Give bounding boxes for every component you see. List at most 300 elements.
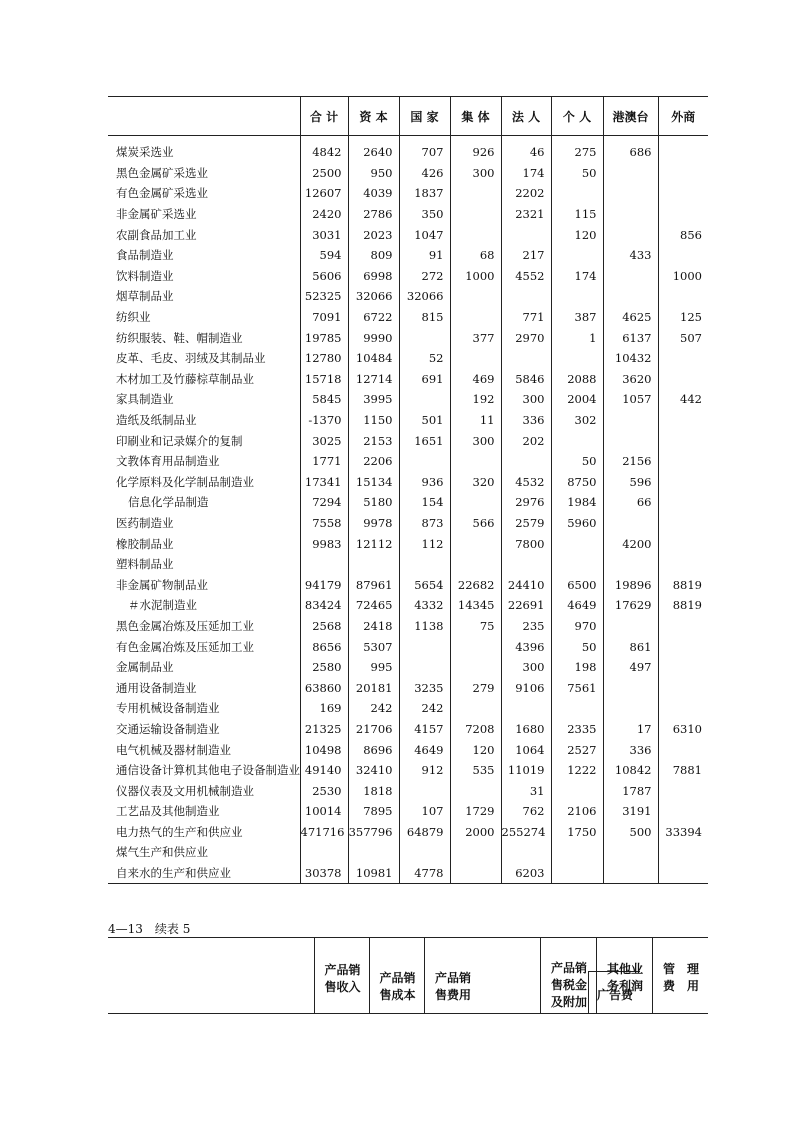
value-cell — [551, 245, 603, 266]
value-cell: 4625 — [603, 307, 658, 328]
value-cell — [551, 863, 603, 884]
table-row — [108, 574, 708, 595]
value-cell: 5960 — [551, 513, 603, 534]
value-cell — [603, 163, 658, 184]
value-cell: 2088 — [551, 369, 603, 390]
value-cell — [658, 492, 708, 513]
value-cell: 4157 — [399, 719, 450, 740]
header-sales-tax — [540, 938, 597, 1013]
value-cell: 426 — [399, 163, 450, 184]
table-row — [108, 636, 708, 657]
table-row — [108, 739, 708, 760]
value-cell: 9990 — [348, 327, 399, 348]
industry-name: 通信设备计算机其他电子设备制造业 — [116, 763, 300, 778]
value-cell: 6137 — [603, 327, 658, 348]
value-cell: 169 — [300, 698, 348, 719]
industry-name: 专用机械设备制造业 — [116, 701, 220, 716]
industry-name: 皮革、毛皮、羽绒及其制品业 — [116, 351, 266, 366]
table-row — [108, 136, 708, 163]
value-cell: 33394 — [658, 822, 708, 843]
value-cell — [399, 554, 450, 575]
value-cell: 594 — [300, 245, 348, 266]
value-cell: 10014 — [300, 801, 348, 822]
value-cell — [658, 183, 708, 204]
value-cell: 912 — [399, 760, 450, 781]
table-row — [108, 389, 708, 410]
value-cell: 2568 — [300, 616, 348, 637]
value-cell: 433 — [603, 245, 658, 266]
value-cell: 255274 — [501, 822, 551, 843]
value-cell — [450, 307, 501, 328]
value-cell — [658, 513, 708, 534]
value-cell: 107 — [399, 801, 450, 822]
value-cell — [399, 327, 450, 348]
value-cell: 17629 — [603, 595, 658, 616]
table-row — [108, 677, 708, 698]
value-cell: 7800 — [501, 533, 551, 554]
value-cell — [501, 554, 551, 575]
value-cell: 2004 — [551, 389, 603, 410]
value-cell — [658, 616, 708, 637]
header-capital: 资 本 — [348, 97, 399, 136]
value-cell — [501, 842, 551, 863]
value-cell: 2527 — [551, 739, 603, 760]
value-cell: 235 — [501, 616, 551, 637]
value-cell: 3191 — [603, 801, 658, 822]
value-cell: 6722 — [348, 307, 399, 328]
value-cell: 1138 — [399, 616, 450, 637]
value-cell: 87961 — [348, 574, 399, 595]
value-cell — [450, 842, 501, 863]
value-cell — [450, 533, 501, 554]
value-cell: 8819 — [658, 574, 708, 595]
value-cell: 300 — [501, 657, 551, 678]
value-cell: 926 — [450, 136, 501, 163]
value-cell — [658, 245, 708, 266]
value-cell — [658, 430, 708, 451]
value-cell — [551, 698, 603, 719]
header-foreign: 外商 — [658, 97, 708, 136]
value-cell: 535 — [450, 760, 501, 781]
value-cell: 6998 — [348, 266, 399, 287]
industry-name: 黑色金属冶炼及压延加工业 — [116, 618, 254, 633]
header-line: 管 理 — [662, 962, 699, 976]
value-cell: 1057 — [603, 389, 658, 410]
table-row — [108, 245, 708, 266]
value-cell: 20181 — [348, 677, 399, 698]
industry-name: 烟草制品业 — [116, 289, 174, 304]
value-cell — [603, 616, 658, 637]
value-cell: 302 — [551, 410, 603, 431]
header-line: 售成本 — [379, 988, 416, 1002]
industry-name: 纺织业 — [116, 310, 151, 325]
value-cell: 11 — [450, 410, 501, 431]
value-cell: 2000 — [450, 822, 501, 843]
table-header-row — [108, 97, 708, 136]
value-cell: 7881 — [658, 760, 708, 781]
header-line: 广告费 — [596, 988, 633, 1002]
value-cell: 6310 — [658, 719, 708, 740]
value-cell: 1729 — [450, 801, 501, 822]
value-cell: 2579 — [501, 513, 551, 534]
table-row — [108, 348, 708, 369]
value-cell — [658, 657, 708, 678]
value-cell — [658, 136, 708, 163]
value-cell: 1651 — [399, 430, 450, 451]
header-line: 及附加 — [550, 995, 587, 1009]
value-cell — [450, 451, 501, 472]
industry-name: 黑色金属矿采选业 — [116, 165, 208, 180]
industry-name: 交通运输设备制造业 — [116, 721, 220, 736]
value-cell: 2580 — [300, 657, 348, 678]
value-cell: 21706 — [348, 719, 399, 740]
value-cell — [658, 410, 708, 431]
value-cell — [501, 286, 551, 307]
value-cell — [450, 863, 501, 884]
header-line: 售收入 — [324, 980, 361, 994]
value-cell: 995 — [348, 657, 399, 678]
value-cell: 566 — [450, 513, 501, 534]
industry-name: 煤气生产和供应业 — [116, 845, 208, 860]
value-cell — [551, 183, 603, 204]
value-cell — [551, 533, 603, 554]
table-row — [108, 554, 708, 575]
value-cell: 471716 — [300, 822, 348, 843]
value-cell: 15134 — [348, 472, 399, 493]
industry-name: 造纸及纸制品业 — [116, 413, 197, 428]
value-cell: 1 — [551, 327, 603, 348]
value-cell: 350 — [399, 204, 450, 225]
value-cell: 4396 — [501, 636, 551, 657]
value-cell — [450, 698, 501, 719]
value-cell: 4332 — [399, 595, 450, 616]
industry-name: 仪器仪表及文用机械制造业 — [116, 783, 254, 798]
value-cell — [658, 554, 708, 575]
value-cell: 11019 — [501, 760, 551, 781]
value-cell: 2420 — [300, 204, 348, 225]
continuation-table-header — [108, 937, 708, 1014]
header-state: 国 家 — [399, 97, 450, 136]
value-cell: 1787 — [603, 780, 658, 801]
table-row — [108, 266, 708, 287]
value-cell: 2418 — [348, 616, 399, 637]
value-cell: 52 — [399, 348, 450, 369]
value-cell — [658, 472, 708, 493]
industry-name: 家具制造业 — [116, 392, 174, 407]
value-cell: 387 — [551, 307, 603, 328]
table-row — [108, 760, 708, 781]
value-cell: 469 — [450, 369, 501, 390]
value-cell: 10498 — [300, 739, 348, 760]
value-cell: 10981 — [348, 863, 399, 884]
value-cell: 4552 — [501, 266, 551, 287]
value-cell — [348, 842, 399, 863]
industry-name: 非金属矿采选业 — [116, 207, 197, 222]
value-cell: 501 — [399, 410, 450, 431]
value-cell: 336 — [603, 739, 658, 760]
value-cell: 442 — [658, 389, 708, 410]
value-cell: 15718 — [300, 369, 348, 390]
value-cell: 1064 — [501, 739, 551, 760]
value-cell: 377 — [450, 327, 501, 348]
value-cell: 809 — [348, 245, 399, 266]
value-cell — [450, 657, 501, 678]
table-row — [108, 307, 708, 328]
value-cell: 50 — [551, 636, 603, 657]
value-cell: 2335 — [551, 719, 603, 740]
value-cell: 970 — [551, 616, 603, 637]
value-cell — [603, 863, 658, 884]
value-cell: 1750 — [551, 822, 603, 843]
industry-name: 饮料制造业 — [116, 268, 174, 283]
industry-name: ＃水泥制造业 — [128, 598, 197, 613]
value-cell — [603, 286, 658, 307]
value-cell: 202 — [501, 430, 551, 451]
value-cell: 1047 — [399, 224, 450, 245]
value-cell: 32410 — [348, 760, 399, 781]
value-cell — [450, 492, 501, 513]
value-cell: 2206 — [348, 451, 399, 472]
value-cell: 2500 — [300, 163, 348, 184]
value-cell: 91 — [399, 245, 450, 266]
value-cell — [658, 163, 708, 184]
value-cell — [399, 389, 450, 410]
header-sales-income — [314, 938, 370, 1013]
value-cell — [551, 842, 603, 863]
value-cell — [603, 204, 658, 225]
continuation-caption: 4—13 续表 5 — [108, 922, 191, 936]
value-cell: 596 — [603, 472, 658, 493]
value-cell: 4842 — [300, 136, 348, 163]
header-line: 产品销 — [434, 971, 471, 985]
value-cell — [603, 266, 658, 287]
table-row — [108, 492, 708, 513]
value-cell — [551, 430, 603, 451]
header-other-business-profit — [596, 938, 653, 1013]
value-cell: 3995 — [348, 389, 399, 410]
table-row — [108, 801, 708, 822]
value-cell: 2530 — [300, 780, 348, 801]
table-body — [108, 136, 708, 884]
value-cell: 7294 — [300, 492, 348, 513]
header-line: 售税金 — [550, 978, 587, 992]
value-cell — [551, 780, 603, 801]
header-line: 产品销 — [379, 971, 416, 985]
value-cell: 19896 — [603, 574, 658, 595]
value-cell: 275 — [551, 136, 603, 163]
value-cell: 1150 — [348, 410, 399, 431]
value-cell: 3620 — [603, 369, 658, 390]
value-cell: 12780 — [300, 348, 348, 369]
value-cell: 7895 — [348, 801, 399, 822]
value-cell: 300 — [450, 163, 501, 184]
industry-name: 煤炭采选业 — [116, 145, 174, 160]
value-cell: 154 — [399, 492, 450, 513]
value-cell: 500 — [603, 822, 658, 843]
value-cell: 7558 — [300, 513, 348, 534]
value-cell: 771 — [501, 307, 551, 328]
value-cell — [399, 451, 450, 472]
table-row — [108, 657, 708, 678]
header-legal-person: 法 人 — [501, 97, 551, 136]
table-row — [108, 163, 708, 184]
value-cell: 32066 — [399, 286, 450, 307]
value-cell — [603, 224, 658, 245]
value-cell: 4778 — [399, 863, 450, 884]
value-cell: 8656 — [300, 636, 348, 657]
value-cell — [603, 410, 658, 431]
value-cell: 2970 — [501, 327, 551, 348]
industry-name: 电力热气的生产和供应业 — [116, 824, 243, 839]
header-total: 合 计 — [300, 97, 348, 136]
value-cell: 2156 — [603, 451, 658, 472]
value-cell: 4039 — [348, 183, 399, 204]
industry-header-cell — [108, 97, 300, 136]
value-cell: 7091 — [300, 307, 348, 328]
table-row — [108, 616, 708, 637]
value-cell: 936 — [399, 472, 450, 493]
value-cell — [551, 348, 603, 369]
value-cell — [658, 369, 708, 390]
value-cell — [658, 451, 708, 472]
value-cell — [399, 780, 450, 801]
value-cell: 12607 — [300, 183, 348, 204]
value-cell: 14345 — [450, 595, 501, 616]
value-cell — [603, 430, 658, 451]
value-cell — [551, 286, 603, 307]
value-cell — [450, 286, 501, 307]
industry-name: 信息化学品制造 — [128, 495, 209, 510]
value-cell: 5307 — [348, 636, 399, 657]
value-cell: 300 — [450, 430, 501, 451]
value-cell: 686 — [603, 136, 658, 163]
value-cell: 5845 — [300, 389, 348, 410]
value-cell — [603, 513, 658, 534]
value-cell: 112 — [399, 533, 450, 554]
industry-name: 通用设备制造业 — [116, 680, 197, 695]
value-cell — [501, 348, 551, 369]
value-cell — [603, 183, 658, 204]
value-cell: 4200 — [603, 533, 658, 554]
value-cell: 8819 — [658, 595, 708, 616]
value-cell: 125 — [658, 307, 708, 328]
value-cell: 21325 — [300, 719, 348, 740]
table-row — [108, 451, 708, 472]
table-row — [108, 327, 708, 348]
value-cell: 2153 — [348, 430, 399, 451]
industry-name: 食品制造业 — [116, 248, 174, 263]
value-cell: 762 — [501, 801, 551, 822]
value-cell: 856 — [658, 224, 708, 245]
value-cell: 12112 — [348, 533, 399, 554]
table-row — [108, 863, 708, 884]
value-cell — [450, 780, 501, 801]
value-cell: 10484 — [348, 348, 399, 369]
value-cell: 1771 — [300, 451, 348, 472]
value-cell: 5654 — [399, 574, 450, 595]
table-row — [108, 595, 708, 616]
value-cell: 5846 — [501, 369, 551, 390]
table-row — [108, 286, 708, 307]
header-sales-cost — [369, 938, 425, 1013]
value-cell: 50 — [551, 451, 603, 472]
table-row — [108, 369, 708, 390]
value-cell — [603, 677, 658, 698]
value-cell: 120 — [551, 224, 603, 245]
header-collective: 集 体 — [450, 97, 501, 136]
value-cell: 707 — [399, 136, 450, 163]
value-cell: 3031 — [300, 224, 348, 245]
value-cell — [603, 698, 658, 719]
value-cell — [658, 863, 708, 884]
value-cell: 5606 — [300, 266, 348, 287]
value-cell — [399, 842, 450, 863]
header-line: 产品销 — [550, 961, 587, 975]
value-cell: 336 — [501, 410, 551, 431]
value-cell: 691 — [399, 369, 450, 390]
table-row — [108, 410, 708, 431]
value-cell — [450, 348, 501, 369]
table-row — [108, 822, 708, 843]
header-line: 售费用 — [434, 988, 471, 1002]
value-cell: 300 — [501, 389, 551, 410]
header-line: 务利润 — [606, 979, 643, 993]
value-cell: 217 — [501, 245, 551, 266]
value-cell: 4532 — [501, 472, 551, 493]
value-cell: 242 — [348, 698, 399, 719]
industry-name: 塑料制品业 — [116, 557, 174, 572]
value-cell: 950 — [348, 163, 399, 184]
value-cell: 2106 — [551, 801, 603, 822]
table-row — [108, 533, 708, 554]
header-sales-expense — [424, 938, 533, 1013]
value-cell: 2786 — [348, 204, 399, 225]
value-cell: 8696 — [348, 739, 399, 760]
value-cell — [551, 554, 603, 575]
value-cell — [658, 801, 708, 822]
value-cell: 1837 — [399, 183, 450, 204]
value-cell: 357796 — [348, 822, 399, 843]
value-cell — [399, 636, 450, 657]
value-cell: 2640 — [348, 136, 399, 163]
industry-name: 纺织服装、鞋、帽制造业 — [116, 330, 243, 345]
value-cell: 174 — [501, 163, 551, 184]
industry-name: 文教体育用品制造业 — [116, 454, 220, 469]
value-cell — [450, 636, 501, 657]
industry-name: 化学原料及化学制品制造业 — [116, 474, 254, 489]
industry-name: 印刷业和记录媒介的复制 — [116, 433, 243, 448]
value-cell: 5180 — [348, 492, 399, 513]
value-cell — [658, 842, 708, 863]
table-row — [108, 780, 708, 801]
value-cell: 1680 — [501, 719, 551, 740]
header-line: 其他业 — [606, 962, 643, 976]
value-cell: 198 — [551, 657, 603, 678]
value-cell: 497 — [603, 657, 658, 678]
table-row — [108, 204, 708, 225]
table-row — [108, 472, 708, 493]
value-cell — [450, 224, 501, 245]
value-cell: 22691 — [501, 595, 551, 616]
value-cell — [300, 554, 348, 575]
value-cell — [658, 739, 708, 760]
value-cell: 64879 — [399, 822, 450, 843]
table-row — [108, 513, 708, 534]
industry-name: 非金属矿物制品业 — [116, 577, 208, 592]
value-cell: 10432 — [603, 348, 658, 369]
value-cell: 75 — [450, 616, 501, 637]
table-row — [108, 698, 708, 719]
